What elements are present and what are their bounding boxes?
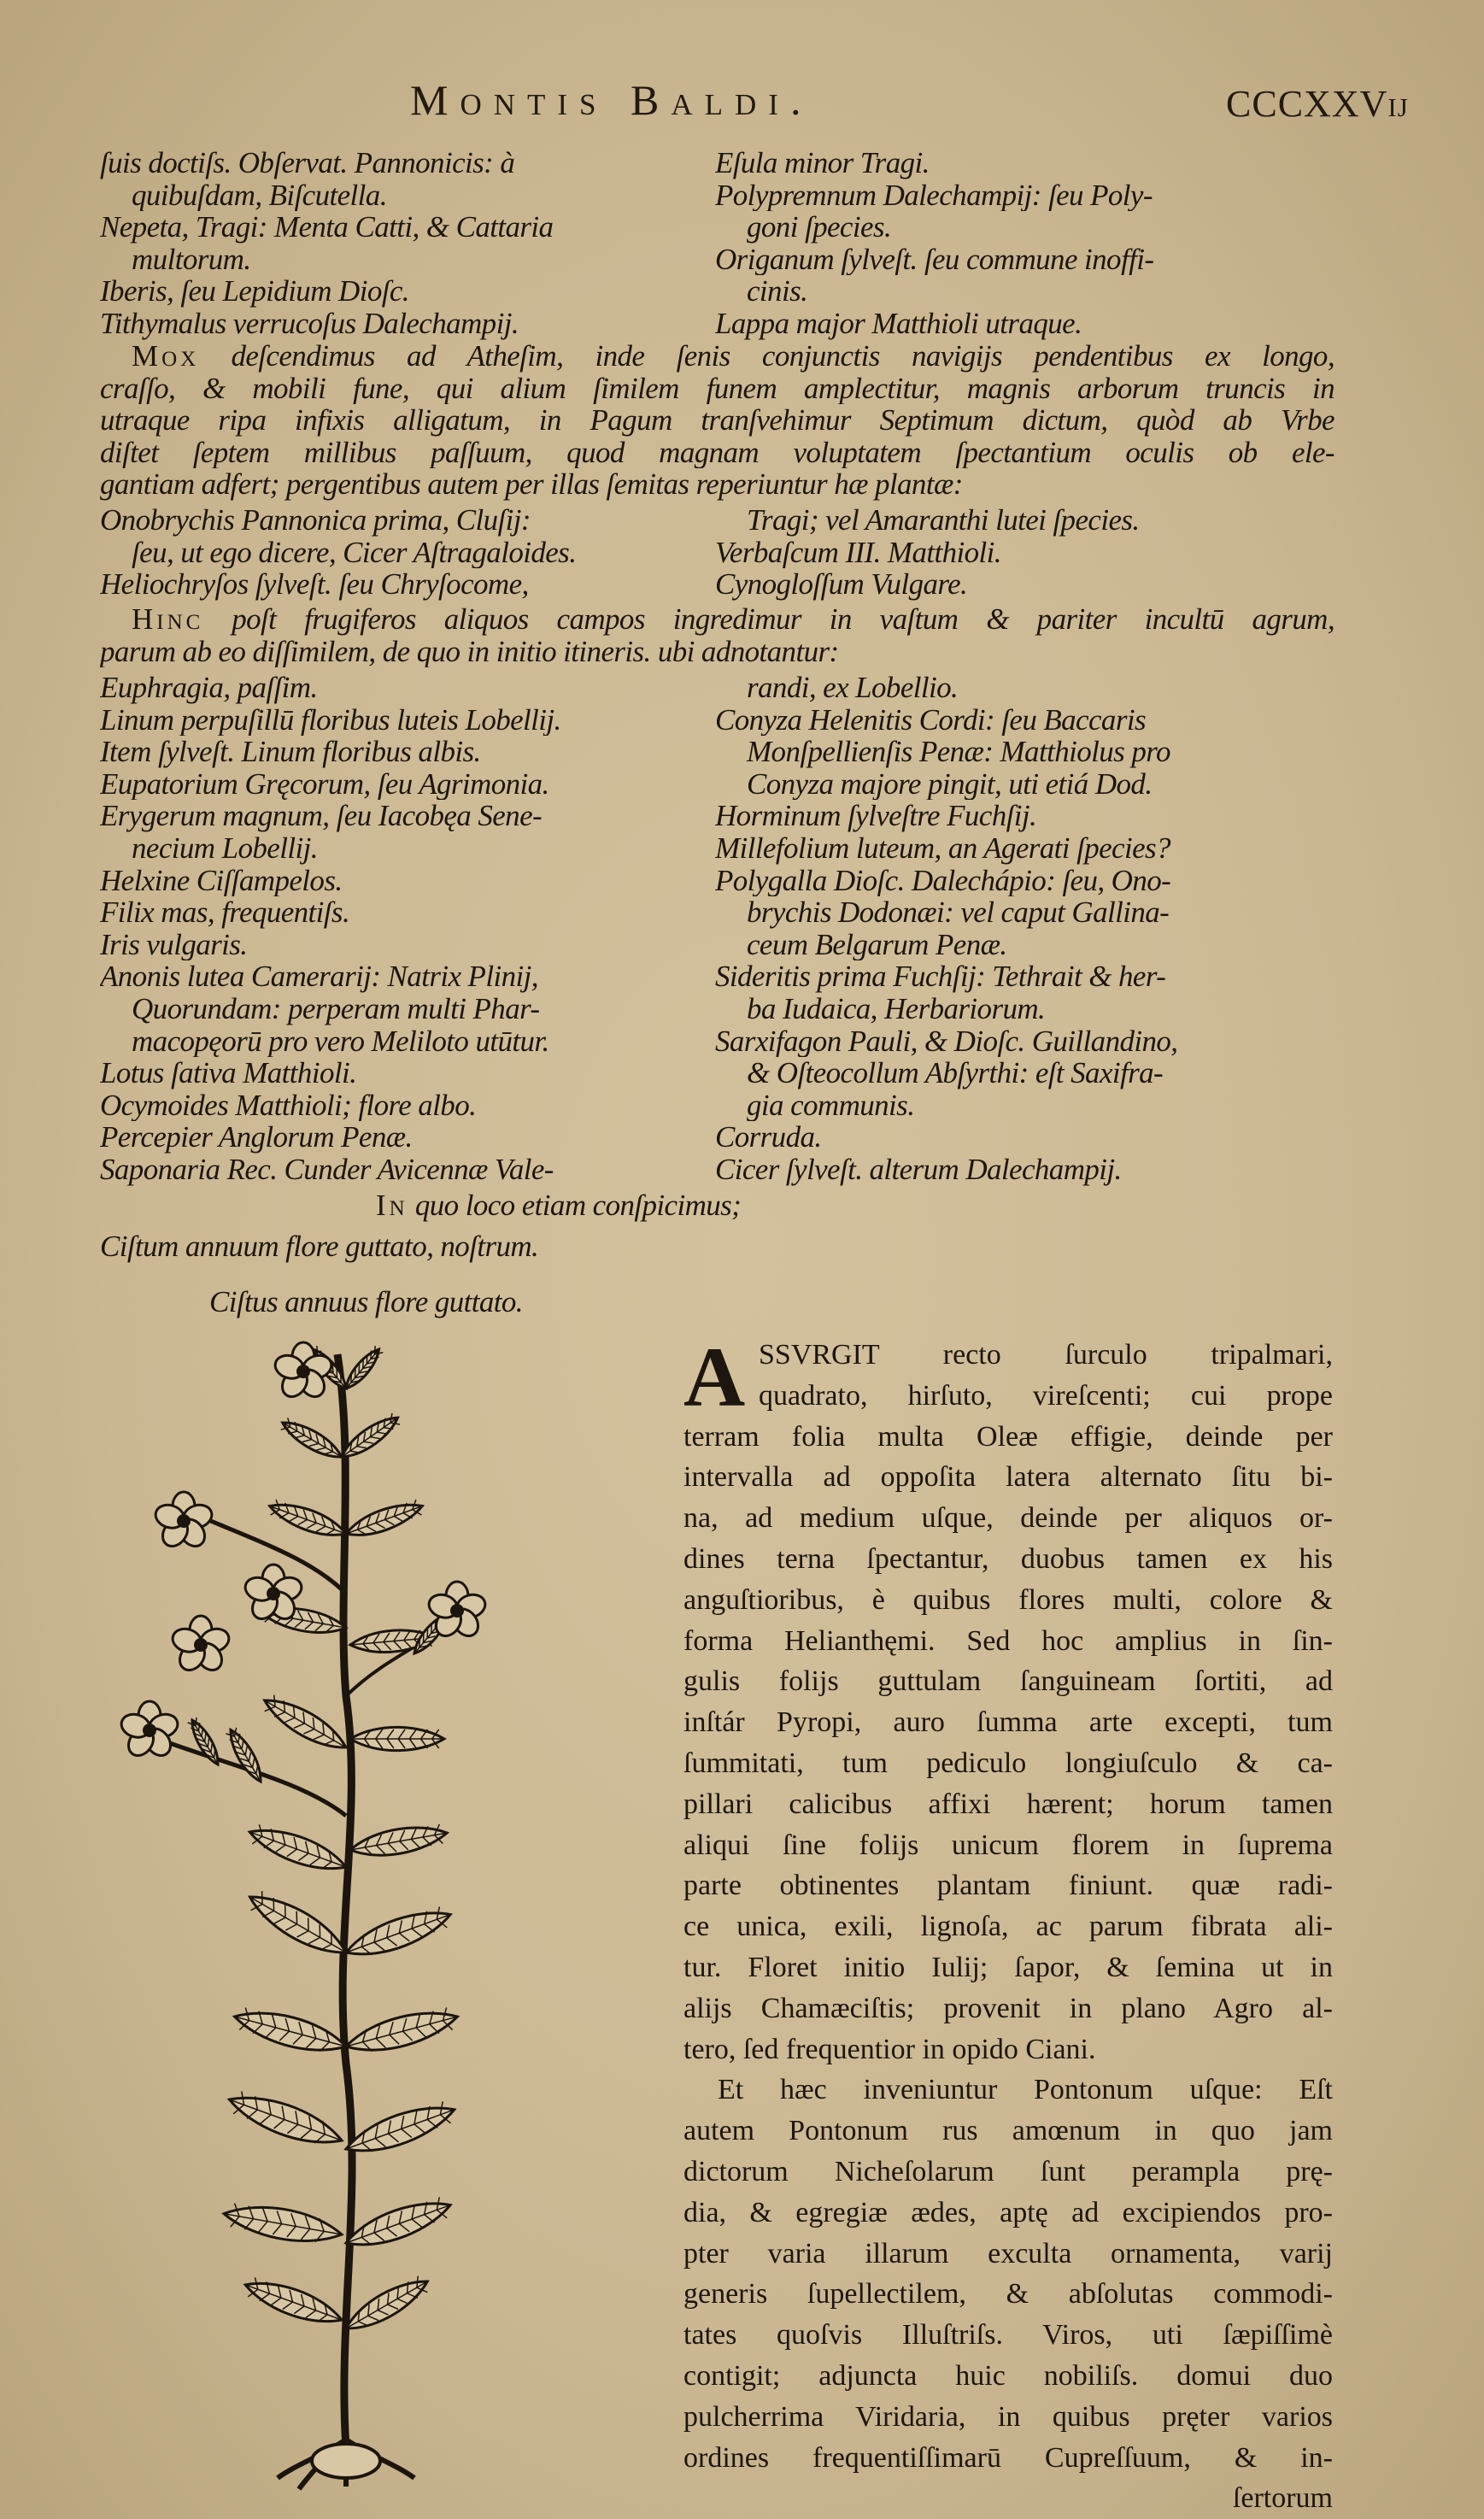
- flower: [170, 1616, 232, 1675]
- description-line: dictorum Nicheſolarum ſunt perampla prę-: [683, 2155, 1333, 2187]
- list-entry-line: ſuis doctiſs. Obſervat. Pannonicis: à: [100, 147, 515, 179]
- list2-left: [100, 504, 689, 601]
- description-line: pter varia illarum exculta ornamenta, varij: [683, 2237, 1333, 2269]
- list-entry-line: Helxine Ciſſampelos.: [100, 864, 343, 897]
- description-line: gulis folijs guttulam ſanguineam ſortiti, ad: [683, 1665, 1333, 1698]
- list-entry-line: ſeu, ut ego dicere, Cicer Aſtragaloides.: [132, 536, 577, 569]
- description-line: dines terna ſpectantur, duobus tamen ex his: [683, 1542, 1333, 1575]
- list-entry-line: Item ſylveſt. Linum floribus albis.: [100, 736, 481, 768]
- description-line: forma Helianthęmi. Sed hoc amplius in ſin-: [683, 1624, 1333, 1657]
- description-text: [683, 1335, 1333, 2519]
- leaf: [241, 2273, 346, 2332]
- description-line: tero, ſed frequentior in opido Ciani.: [683, 2033, 1096, 2065]
- list-entry-line: ba Iudaica, Herbariorum.: [747, 992, 1046, 1025]
- leaf: [225, 2086, 347, 2155]
- list-entry-line: gia communis.: [747, 1089, 915, 1122]
- leaf: [224, 1726, 267, 1785]
- leaf: [341, 2192, 455, 2256]
- list3-left: [100, 672, 689, 1186]
- list-entry-line: Polygalla Dioſc. Dalechápio: ſeu, Ono-: [715, 864, 1171, 897]
- list-entry-line: ceum Belgarum Penæ.: [747, 928, 1007, 961]
- list-entry-line: Millefolium luteum, an Agerati ſpecies?: [715, 831, 1170, 865]
- list-entry-line: cinis.: [747, 275, 808, 308]
- lead-word: In: [376, 1189, 408, 1222]
- leaf: [221, 2199, 344, 2250]
- description-line: generis ſupellectilem, & abſolutas commodi-: [683, 2278, 1333, 2311]
- cistus-woodcut-illustration: [90, 1337, 568, 2491]
- list-entry-line: Verbaſcum III. Matthioli.: [715, 536, 1001, 569]
- list-entry-line: Eſula minor Tragi.: [715, 147, 930, 179]
- list-entry-line: Saponaria Rec. Cunder Avicennæ Vale-: [100, 1153, 554, 1186]
- description-line: anguſtioribus, è quibus flores multi, colore &: [683, 1583, 1333, 1616]
- list-entry-line: Iberis, ſeu Lepidium Dioſc.: [100, 275, 409, 308]
- list-entry-line: quibuſdam, Biſcutella.: [132, 179, 387, 212]
- main-stem: [337, 1354, 352, 2448]
- description-line: dia, & egregiæ ædes, aptę ad excipiendos pro-: [683, 2196, 1333, 2228]
- paragraph-hinc: [100, 603, 1334, 667]
- list-entry-line: Conyza Helenitis Cordi: ſeu Baccaris: [715, 703, 1146, 737]
- list-entry-line: Percepier Anglorum Penæ.: [100, 1121, 413, 1154]
- description-line: ſummitati, tum pediculo longiuſculo & ca-: [683, 1747, 1333, 1779]
- list-entry-line: Conyza majore pingit, uti etiá Dod.: [747, 767, 1153, 801]
- root-crown: [312, 2444, 380, 2478]
- leaf: [340, 2271, 433, 2339]
- list-entry-line: Tithymalus verrucoſus Dalechampij.: [100, 307, 519, 340]
- list-entry-line: Sarxifagon Pauli, & Dioſc. Guillandino,: [715, 1025, 1178, 1058]
- drop-cap: A: [683, 1338, 746, 1417]
- catchword: ſertorum: [1232, 2482, 1333, 2515]
- list1-right: [715, 147, 1339, 340]
- description-line: quadrato, hirſuto, vireſcenti; cui prope: [759, 1379, 1333, 1412]
- leaf: [349, 1821, 449, 1862]
- leaf: [350, 1727, 444, 1750]
- description-line: SSVRGIT recto ſurculo tripalmari,: [759, 1339, 1333, 1371]
- list-entry-line: Sideritis prima Fuchſij: Tethrait & her-: [715, 960, 1166, 993]
- paragraph-line: craſſo, & mobili fune, qui alium ſimilem funem amplectitur, magnis arborum truncis in: [100, 372, 1334, 405]
- in-quo-text: quo loco etiam conſpicimus;: [414, 1189, 742, 1222]
- list-entry-line: Horminum ſylveſtre Fuchſij.: [715, 800, 1037, 832]
- lead-word: Hinc: [132, 603, 204, 636]
- page-number: CCCXXVij: [1226, 83, 1409, 125]
- paragraph-line: [100, 340, 1334, 373]
- list-entry-line: Quorundam: perperam multi Phar-: [132, 992, 540, 1025]
- flower: [119, 1701, 181, 1760]
- leaf: [245, 1820, 350, 1879]
- description-line: tur. Floret initio Iulij; ſapor, & ſemina ut in: [683, 1951, 1333, 1983]
- list2-right: [715, 504, 1339, 601]
- description-line: pillari calicibus affixi hærent; horum tamen: [683, 1788, 1333, 1820]
- leaf: [186, 1717, 223, 1768]
- list-entry-line: Iris vulgaris.: [100, 928, 248, 961]
- list-entry-line: Onobrychis Pannonica prima, Cluſij:: [100, 504, 531, 537]
- list-entry-line: Polypremnum Dalechampij: ſeu Poly-: [715, 179, 1153, 212]
- list-entry-line: Monſpellienſis Penæ: Matthiolus pro: [747, 736, 1170, 768]
- list-entry-line: brychis Dodonæi: vel caput Gallina-: [747, 896, 1170, 929]
- list-entry-line: Filix mas, frequentiſs.: [100, 896, 350, 929]
- leaf: [341, 1345, 384, 1393]
- list-entry-line: Nepeta, Tragi: Menta Catti, & Cattaria: [100, 211, 554, 244]
- description-line: terram folia multa Oleæ effigie, deinde per: [683, 1420, 1333, 1453]
- paragraph-line: parum ab eo diſſimilem, de quo in initio itineris. ubi adnotantur:: [100, 635, 839, 668]
- list-entry-line: Erygerum magnum, ſeu Iacobęa Sene-: [100, 800, 543, 832]
- list-entry-line: Heliochryſos ſylveſt. ſeu Chryſocome,: [100, 568, 529, 601]
- figure-caption: Ciſtus annuus flore guttato.: [209, 1285, 523, 1318]
- description-line: ordines frequentiſſimarū Cupreſſuum, & in-: [683, 2441, 1333, 2474]
- leaf: [343, 1496, 425, 1543]
- description-line: na, ad medium uſque, deinde per aliquos or-: [683, 1502, 1333, 1535]
- description-line: autem Pontonum rus amœnum in quo jam: [683, 2115, 1333, 2147]
- paragraph-line: [100, 603, 1334, 636]
- flower: [153, 1492, 215, 1551]
- list-entry-line: goni ſpecies.: [747, 211, 892, 244]
- list-entry-line: Tragi; vel Amaranthi lutei ſpecies.: [747, 504, 1140, 537]
- in-quo-line: [376, 1189, 741, 1222]
- leaf: [343, 2003, 461, 2060]
- paragraph-line: diſtet ſeptem millibus paſſuum, quod magnam voluptatem ſpectantium oculis ob ele-: [100, 436, 1334, 469]
- paragraph-mox: [100, 340, 1334, 501]
- list-entry-line: multorum.: [132, 243, 251, 276]
- list-entry-line: macopęorū pro vero Meliloto utūtur.: [132, 1025, 549, 1058]
- leaf: [267, 1496, 349, 1543]
- paragraph-line: utraque ripa infixis alligatum, in Pagum tranſvehimur Septimum dictum, quòd ab Vrbe: [100, 404, 1334, 437]
- leaf: [243, 1885, 353, 1964]
- list-entry-line: Anonis lutea Camerarij: Natrix Plinij,: [100, 960, 538, 993]
- line-text: poſt frugiferos aliquos campos ingredimur in vaſtum & pariter incultū agrum,: [232, 603, 1334, 636]
- list1-left: [100, 147, 689, 340]
- list3-right: [715, 672, 1339, 1186]
- running-head: Montis Baldi.: [410, 76, 813, 124]
- list-entry-line: Euphragia, paſſim.: [100, 672, 318, 704]
- description-line: aliqui ſine folijs unicum florem in ſuprema: [683, 1829, 1333, 1861]
- leaf: [279, 1415, 346, 1464]
- description-line: parte obtinentes plantam finiunt. quæ radi-: [683, 1870, 1333, 1902]
- list-entry-line: Ocymoides Matthioli; flore albo.: [100, 1089, 477, 1122]
- description-line: alijs Chamæciſtis; provenit in plano Agro al-: [683, 1992, 1333, 2024]
- leaf: [341, 2096, 459, 2163]
- description-line: tates quoſvis Illuſtriſs. Viros, uti ſæpiſſimè: [683, 2319, 1333, 2352]
- description-line: intervalla ad oppoſita latera alternato ſitu bi-: [683, 1461, 1333, 1494]
- line-text: deſcendimus ad Atheſim, inde ſenis conjunctis navigijs pendentibus ex longo,: [231, 340, 1334, 373]
- leaf: [341, 1901, 455, 1965]
- lead-word: Mox: [132, 340, 200, 373]
- list-entry-line: Linum perpuſillū floribus luteis Lobellij.: [100, 703, 561, 737]
- list-entry-line: Lappa major Matthioli utraque.: [715, 307, 1082, 340]
- list-entry-line: Origanum ſylveſt. ſeu commune inoffi-: [715, 243, 1154, 276]
- list-entry-line: Corruda.: [715, 1121, 822, 1154]
- list-entry-line: necium Lobellij.: [132, 831, 318, 865]
- list-entry-line: Cynogloſſum Vulgare.: [715, 568, 968, 601]
- list-entry-line: Eupatorium Gręcorum, ſeu Agrimonia.: [100, 767, 549, 801]
- cistum-line: Ciſtum annuum flore guttato, noſtrum.: [100, 1230, 539, 1263]
- leaf: [231, 2003, 349, 2060]
- list-entry-line: Cicer ſylveſt. alterum Dalechampij.: [715, 1153, 1122, 1186]
- description-line: inſtár Pyropi, auro ſumma arte excepti, tum: [683, 1706, 1333, 1739]
- list-entry-line: randi, ex Lobellio.: [747, 672, 959, 704]
- description-line: pulcherrima Viridaria, in quibus pręter varios: [683, 2400, 1333, 2433]
- description-line: Et hæc inveniuntur Pontonum uſque: Eſt: [718, 2074, 1333, 2106]
- flower: [273, 1342, 335, 1401]
- list-entry-line: Lotus ſativa Matthioli.: [100, 1057, 357, 1089]
- list-entry-line: & Oſteocollum Abſyrthi: eſt Saxifra-: [747, 1057, 1164, 1089]
- description-line: ce unica, exili, lignoſa, ac parum fibrata ali-: [683, 1911, 1333, 1943]
- paragraph-line: gantiam adfert; pergentibus autem per illas ſemitas reperiuntur hæ plantæ:: [100, 468, 963, 501]
- leaf: [259, 1690, 352, 1758]
- description-line: contigit; adjuncta huic nobiliſs. domui duo: [683, 2359, 1333, 2392]
